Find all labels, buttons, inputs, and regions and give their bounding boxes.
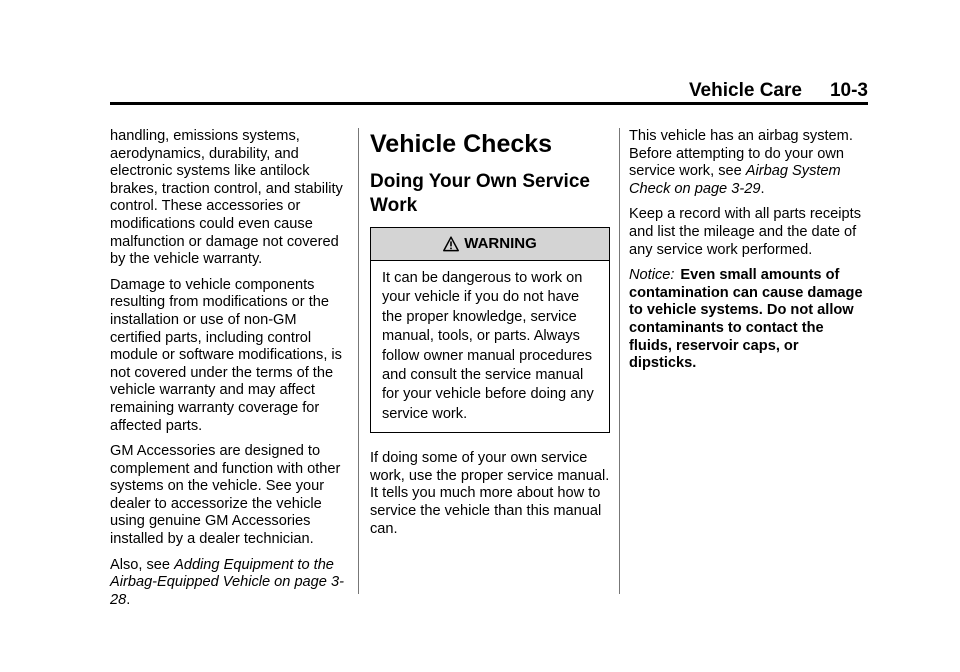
paragraph-also-see — [110, 557, 350, 610]
notice-text: Even small amounts of contamination can cause damage to vehicle systems. Do not allow contaminants to contact the fluids, reservoir caps, or dipsticks. — [629, 267, 863, 372]
paragraph-damage: Damage to vehicle components resulting from modifications or the installation or use of non-GM certified parts, including control module or software modifications, is not covered under the terms of the vehicle warranty and may affect remaining warranty coverage for affected parts. — [110, 276, 342, 434]
airbag-suffix: . — [760, 180, 765, 197]
also-see-suffix: . — [126, 591, 131, 608]
section-heading: Vehicle Checks — [370, 130, 553, 158]
page-number: 10-3 — [829, 80, 868, 101]
warning-box — [370, 227, 610, 433]
warning-header — [371, 228, 609, 261]
warning-triangle-icon — [443, 236, 459, 252]
airbag-prefix: This vehicle has an airbag system. Before attempting to do your own service work, see — [629, 128, 853, 180]
column-divider-right — [619, 128, 620, 594]
paragraph-service-manual: If doing some of your own service work, use the proper service manual. It tells you much more about how to service the vehicle than this manual can. — [370, 450, 610, 537]
column-divider-left — [358, 128, 359, 594]
column-middle — [370, 128, 610, 546]
paragraph-keep-record: Keep a record with all parts receipts and list the mileage and the date of any service work performed. — [629, 206, 861, 258]
paragraph-gm-accessories: GM Accessories are designed to complement and function with other systems on the vehicle. See your dealer to accessorize the vehicle using genuine GM Accessories installed by a dealer technician. — [110, 443, 341, 548]
notice-label: Notice: — [629, 267, 675, 284]
warning-text: It can be dangerous to work on your vehicle if you do not have the proper knowledge, service manual, tools, or parts. Always follow owner manual procedures and consult the service manual for your vehicle before doing any service work. — [382, 270, 594, 422]
header-rule — [110, 102, 868, 105]
running-header — [110, 78, 868, 104]
section-title: Vehicle Care — [688, 80, 802, 101]
column-right — [629, 128, 869, 381]
paragraph-handling: handling, emissions systems, aerodynamics, durability, and electronic systems like antilock brakes, traction control, and stability control. These accessories or modifications could even cause malfunction or damage not covered by the vehicle warranty. — [110, 128, 343, 268]
cross-reference-link[interactable]: Adding Equipment to the Airbag-Equipped Vehicle on page 3-28 — [110, 556, 344, 608]
warning-label: WARNING — [464, 235, 537, 253]
airbag-cross-reference-link[interactable]: Airbag System Check on page 3-29 — [629, 163, 841, 197]
column-left — [110, 128, 350, 617]
also-see-prefix: Also, see — [110, 556, 175, 573]
notice-paragraph — [629, 267, 869, 373]
subsection-heading: Doing Your Own Service Work — [370, 171, 590, 216]
paragraph-airbag — [629, 128, 869, 198]
